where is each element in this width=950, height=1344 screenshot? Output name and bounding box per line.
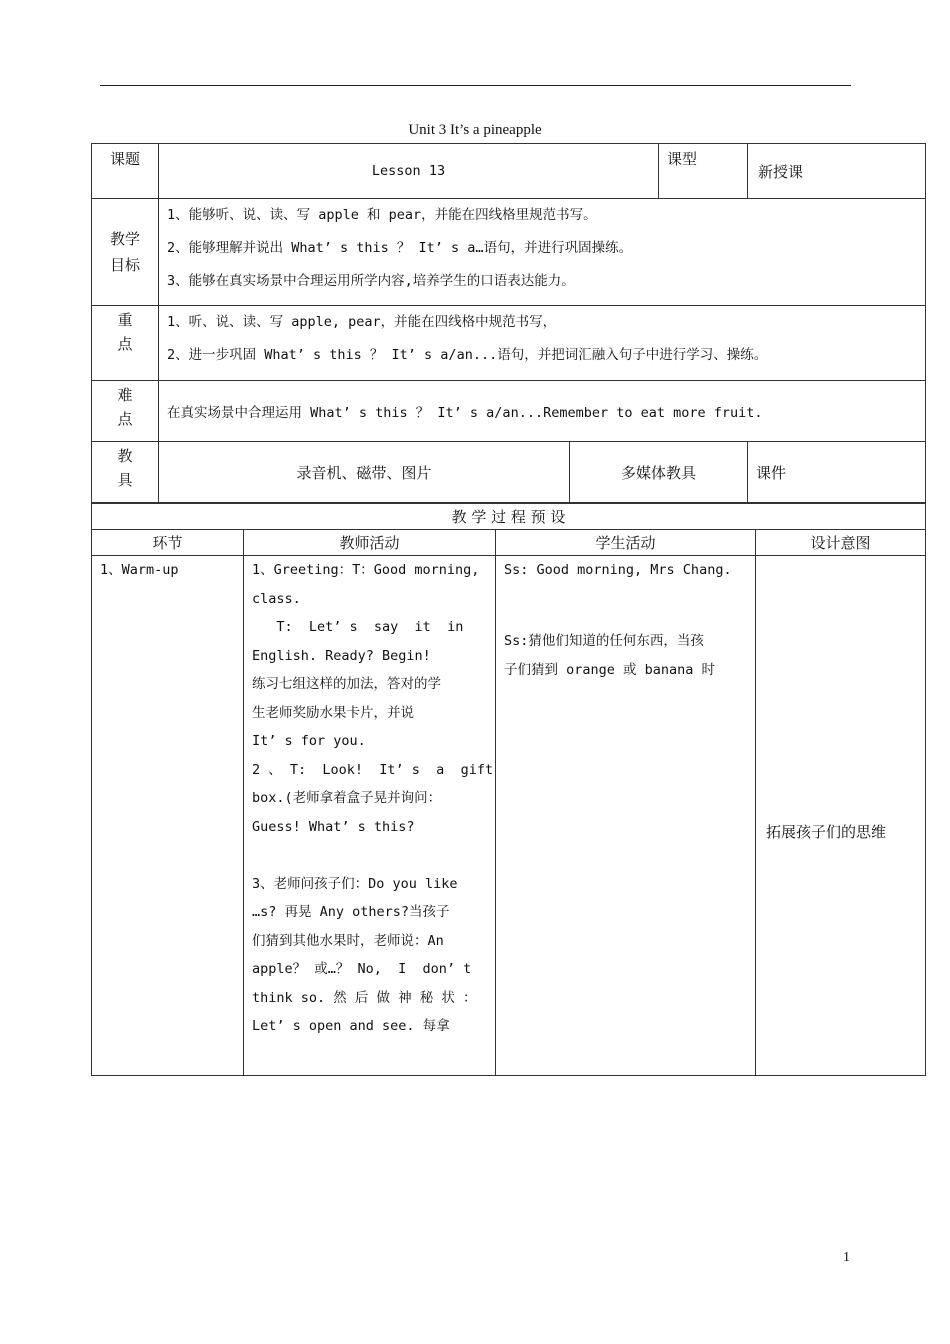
teacher-line: 1、Greeting：T：Good morning, bbox=[252, 562, 480, 578]
header-rule bbox=[100, 85, 851, 86]
teacher-line: 们猜到其他水果时，老师说：An bbox=[252, 932, 444, 949]
teacher-activity-cell bbox=[244, 556, 496, 1076]
keti-value: Lesson 13 bbox=[159, 144, 659, 199]
nandian-label bbox=[92, 381, 159, 442]
mubiao-line-3: 3、能够在真实场景中合理运用所学内容,培养学生的口语表达能力。 bbox=[167, 273, 575, 289]
mubiao-line-2: 2、能够理解并说出 What’ s this ？ It’ s a…语句，并进行巩固操练。 bbox=[167, 240, 633, 256]
nandian-text: 在真实场景中合理运用 What’ s this ？ It’ s a/an...Remember to eat more fruit. bbox=[167, 405, 763, 421]
nandian-label-1: 难 bbox=[117, 386, 133, 404]
teacher-line: box.(老师拿着盒子晃并询问： bbox=[252, 790, 442, 806]
teacher-line: English. Ready? Begin! bbox=[252, 647, 431, 664]
keti-label: 课题 bbox=[92, 144, 159, 199]
teacher-line: 2 、 T: Look! It’ s a gift bbox=[252, 761, 494, 778]
jiaoju-label-2: 具 bbox=[117, 471, 133, 489]
nandian-label-2: 点 bbox=[117, 410, 133, 428]
info-table bbox=[91, 143, 926, 503]
table-row bbox=[92, 556, 926, 1076]
teacher-line: 生老师奖励水果卡片，并说 bbox=[252, 704, 414, 721]
kexing-value: 新授课 bbox=[748, 144, 926, 199]
col-header-intent: 设计意图 bbox=[756, 530, 926, 556]
process-heading: 教 学 过 程 预 设 bbox=[92, 504, 926, 530]
teacher-line: T: Let’ s say it in bbox=[252, 619, 464, 635]
col-header-student: 学生活动 bbox=[496, 530, 756, 556]
student-line: Ss:猜他们知道的任何东西，当孩 bbox=[504, 633, 704, 649]
mubiao-label bbox=[92, 199, 159, 306]
jiaoju-label bbox=[92, 442, 159, 503]
zhongdian-label-1: 重 bbox=[117, 311, 133, 329]
col-header-teacher: 教师活动 bbox=[244, 530, 496, 556]
duomeiti-label: 多媒体教具 bbox=[570, 442, 748, 503]
student-line bbox=[504, 585, 747, 614]
doc-title: Unit 3 It’s a pineapple bbox=[408, 122, 542, 138]
jiaoju-label-1: 教 bbox=[117, 447, 133, 465]
teacher-line: Let’ s open and see. 每拿 bbox=[252, 1018, 450, 1034]
zhongdian-label bbox=[92, 306, 159, 381]
teacher-line: class. bbox=[252, 590, 301, 607]
mubiao-line-1: 1、能够听、说、读、写 apple 和 pear，并能在四线格里规范书写。 bbox=[167, 207, 597, 223]
mubiao-label-2: 目标 bbox=[109, 256, 140, 274]
intent-cell bbox=[756, 556, 926, 1076]
student-activity-cell bbox=[496, 556, 756, 1076]
intent-text: 拓展孩子们的思维 bbox=[766, 823, 887, 841]
student-line: 子们猜到 orange 或 banana 时 bbox=[504, 661, 716, 678]
student-line bbox=[504, 613, 747, 627]
duomeiti-value: 课件 bbox=[748, 442, 926, 503]
teacher-line: 3、老师问孩子们：Do you like bbox=[252, 875, 458, 892]
col-header-stage: 环节 bbox=[92, 530, 244, 556]
teacher-line: Guess! What’ s this? bbox=[252, 818, 415, 835]
teacher-line: …s? 再晃 Any others?当孩子 bbox=[252, 904, 450, 920]
teacher-line: think so. 然 后 做 神 秘 状 ： bbox=[252, 989, 477, 1006]
mubiao-label-1: 教学 bbox=[109, 230, 140, 248]
teacher-line: 练习七组这样的加法，答对的学 bbox=[252, 676, 441, 692]
teacher-line bbox=[252, 841, 487, 870]
stage-cell: 1、Warm-up bbox=[92, 556, 244, 1076]
teacher-line: It’ s for you. bbox=[252, 733, 366, 749]
jiaoju-value: 录音机、磁带、图片 bbox=[159, 442, 570, 503]
student-line: Ss: Good morning, Mrs Chang. bbox=[504, 562, 732, 578]
zhongdian-label-2: 点 bbox=[117, 335, 133, 353]
nandian-content bbox=[159, 381, 926, 442]
process-table bbox=[91, 503, 926, 1076]
zhongdian-line-1: 1、听、说、读、写 apple, pear，并能在四线格中规范书写， bbox=[167, 314, 557, 330]
zhongdian-line-2: 2、进一步巩固 What’ s this ？ It’ s a/an...语句，并把词汇融入句子中进行学习、操练。 bbox=[167, 347, 768, 363]
zhongdian-content bbox=[159, 306, 926, 381]
page-number: 1 bbox=[843, 1250, 850, 1265]
mubiao-content bbox=[159, 199, 926, 306]
teacher-line: apple？ 或…？ No, I don’ t bbox=[252, 961, 472, 977]
kexing-label: 课型 bbox=[659, 144, 748, 199]
